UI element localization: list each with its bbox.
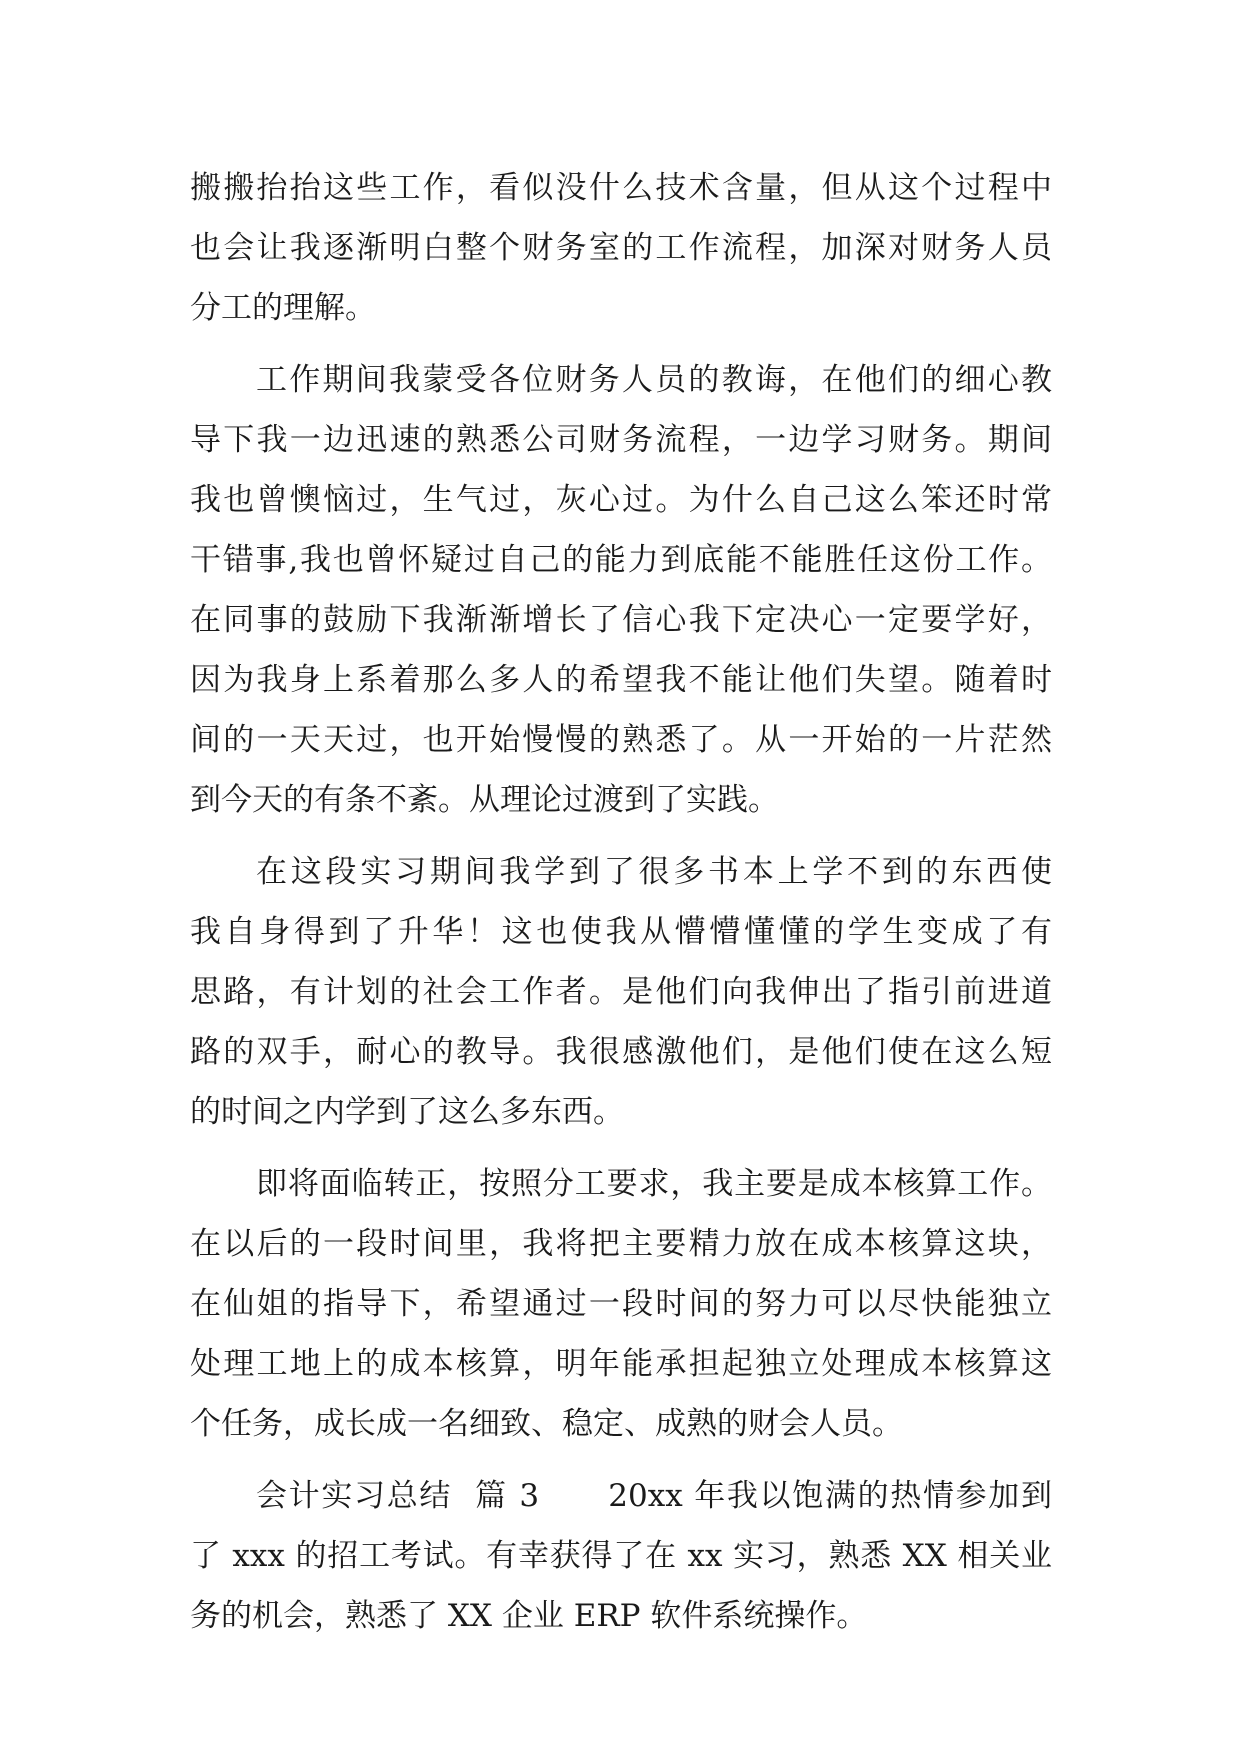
text-line: 在这段实习期间我学到了很多书本上学不到的东西使 — [256, 854, 1052, 890]
paragraph-2 — [190, 350, 1052, 830]
text-line: 的时间之内学到了这么多东西。 — [190, 1094, 624, 1130]
text-line: 因为我身上系着那么多人的希望我不能让他们失望。随着时 — [190, 662, 1052, 698]
text-line: 处理工地上的成本核算，明年能承担起独立处理成本核算这 — [190, 1346, 1052, 1382]
text-line: 干错事,我也曾怀疑过自己的能力到底能不能胜任这份工作。 — [190, 542, 1052, 578]
text-line: 间的一天天过，也开始慢慢的熟悉了。从一开始的一片茫然 — [190, 722, 1052, 758]
text-line: 路的双手，耐心的教导。我很感激他们，是他们使在这么短 — [190, 1034, 1052, 1070]
text-line: 在以后的一段时间里，我将把主要精力放在成本核算这块， — [190, 1226, 1052, 1262]
text-line: 了 xxx 的招工考试。有幸获得了在 xx 实习，熟悉 XX 相关业 — [190, 1538, 1052, 1574]
text-line: 到今天的有条不紊。从理论过渡到了实践。 — [190, 782, 779, 818]
text-line: 工作期间我蒙受各位财务人员的教诲，在他们的细心教 — [256, 362, 1052, 398]
paragraph-3 — [190, 842, 1052, 1142]
text-line: 分工的理解。 — [190, 290, 376, 326]
text-line: 在仙姐的指导下，希望通过一段时间的努力可以尽快能独立 — [190, 1286, 1052, 1322]
text-line: 务的机会，熟悉了 XX 企业 ERP 软件系统操作。 — [190, 1598, 868, 1634]
text-line: 我自身得到了升华！这也使我从懵懵懂懂的学生变成了有 — [190, 914, 1052, 950]
document-body — [190, 158, 1052, 1646]
text-line: 在同事的鼓励下我渐渐增长了信心我下定决心一定要学好， — [190, 602, 1052, 638]
text-line: 思路，有计划的社会工作者。是他们向我伸出了指引前进道 — [190, 974, 1052, 1010]
text-line: 搬搬抬抬这些工作，看似没什么技术含量，但从这个过程中 — [190, 170, 1052, 206]
paragraph-1 — [190, 158, 1052, 338]
text-line: 也会让我逐渐明白整个财务室的工作流程，加深对财务人员 — [190, 230, 1052, 266]
text-line: 我也曾懊恼过，生气过，灰心过。为什么自己这么笨还时常 — [190, 482, 1052, 518]
text-line: 导下我一边迅速的熟悉公司财务流程，一边学习财务。期间 — [190, 422, 1052, 458]
text-line: 个任务，成长成一名细致、稳定、成熟的财会人员。 — [190, 1406, 903, 1442]
paragraph-5 — [190, 1466, 1052, 1646]
text-line: 即将面临转正，按照分工要求，我主要是成本核算工作。 — [256, 1166, 1052, 1202]
paragraph-4 — [190, 1154, 1052, 1454]
text-line: 会计实习总结 篇 3 20xx 年我以饱满的热情参加到 — [256, 1478, 1052, 1514]
